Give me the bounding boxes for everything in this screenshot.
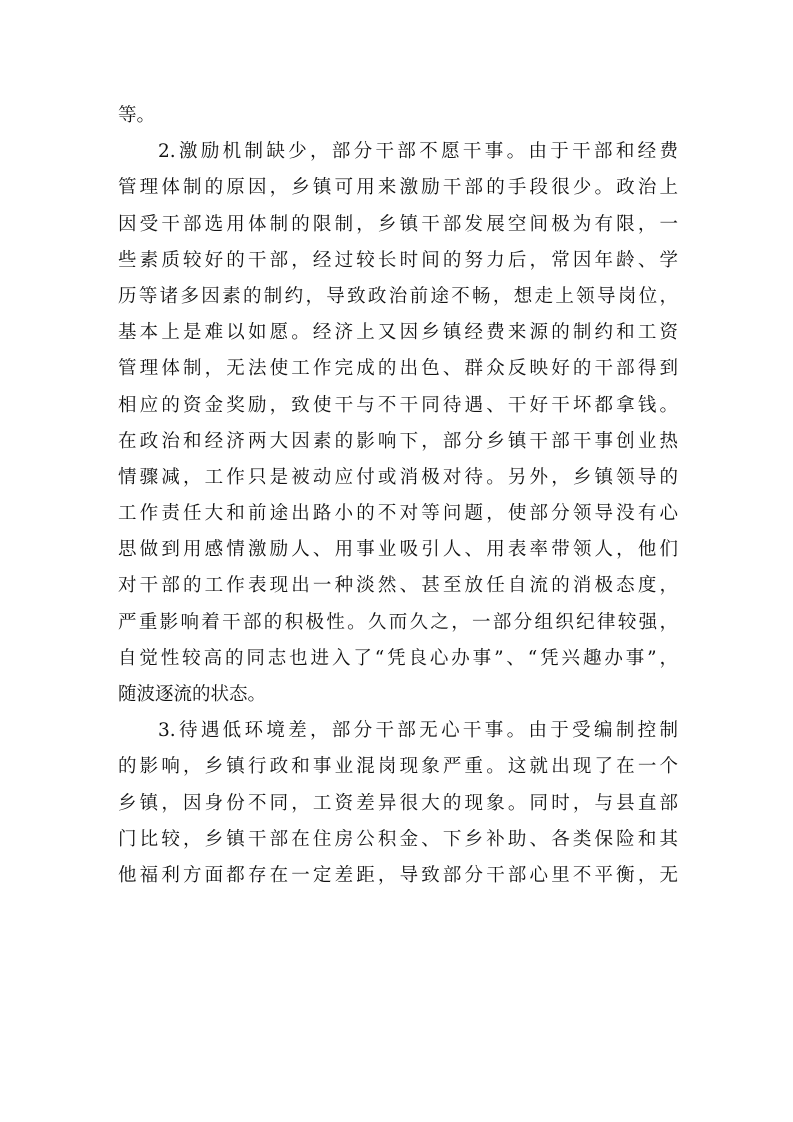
text-line: 在政治和经济两大因素的影响下，部分乡镇干部干事创业热 [118,430,678,452]
text-line: 的影响，乡镇行政和事业混岗现象严重。这就出现了在一个 [118,756,678,778]
text-line: 等。 [118,105,156,126]
text-line: 思做到用感情激励人、用事业吸引人、用表率带领人，他们 [118,539,678,561]
text-line: 管理体制的原因，乡镇可用来激励干部的手段很少。政治上 [118,177,678,199]
text-line: 历等诸多因素的制约，导致政治前途不畅，想走上领导岗位， [118,285,678,307]
text-line: 乡镇，因身份不同，工资差异很大的现象。同时，与县直部 [118,792,678,814]
text-line: 情骤减，工作只是被动应付或消极对待。另外，乡镇领导的 [118,466,678,488]
text-line: 相应的资金奖励，致使干与不干同待遇、干好干坏都拿钱。 [118,394,678,416]
text-line: 门比较，乡镇干部在住房公积金、下乡补助、各类保险和其 [118,828,678,850]
text-line: 工作责任大和前途出路小的不对等问题，使部分领导没有心 [118,503,678,525]
text-line: 因受干部选用体制的限制，乡镇干部发展空间极为有限，一 [118,213,678,235]
text-line: 随波逐流的状态。 [118,684,267,705]
text-line: 严重影响着干部的积极性。久而久之，一部分组织纪律较强， [118,611,678,633]
text-line: 对干部的工作表现出一种淡然、甚至放任自流的消极态度， [118,575,678,597]
paragraph-heading-line: 3.待遇低环境差，部分干部无心干事。由于受编制控制 [158,720,678,742]
text-line: 他福利方面都存在一定差距，导致部分干部心里不平衡，无 [118,864,678,886]
body-text [118,98,678,894]
text-line: 基本上是难以如愿。经济上又因乡镇经费来源的制约和工资 [118,322,678,344]
text-line: 自觉性较高的同志也进入了“凭良心办事”、“凭兴趣办事”， [118,647,678,669]
paragraph-heading-line: 2.激励机制缺少，部分干部不愿干事。由于干部和经费 [158,141,678,163]
text-line: 些素质较好的干部，经过较长时间的努力后，常因年龄、学 [118,249,678,271]
text-line: 管理体制，无法使工作完成的出色、群众反映好的干部得到 [118,358,678,380]
